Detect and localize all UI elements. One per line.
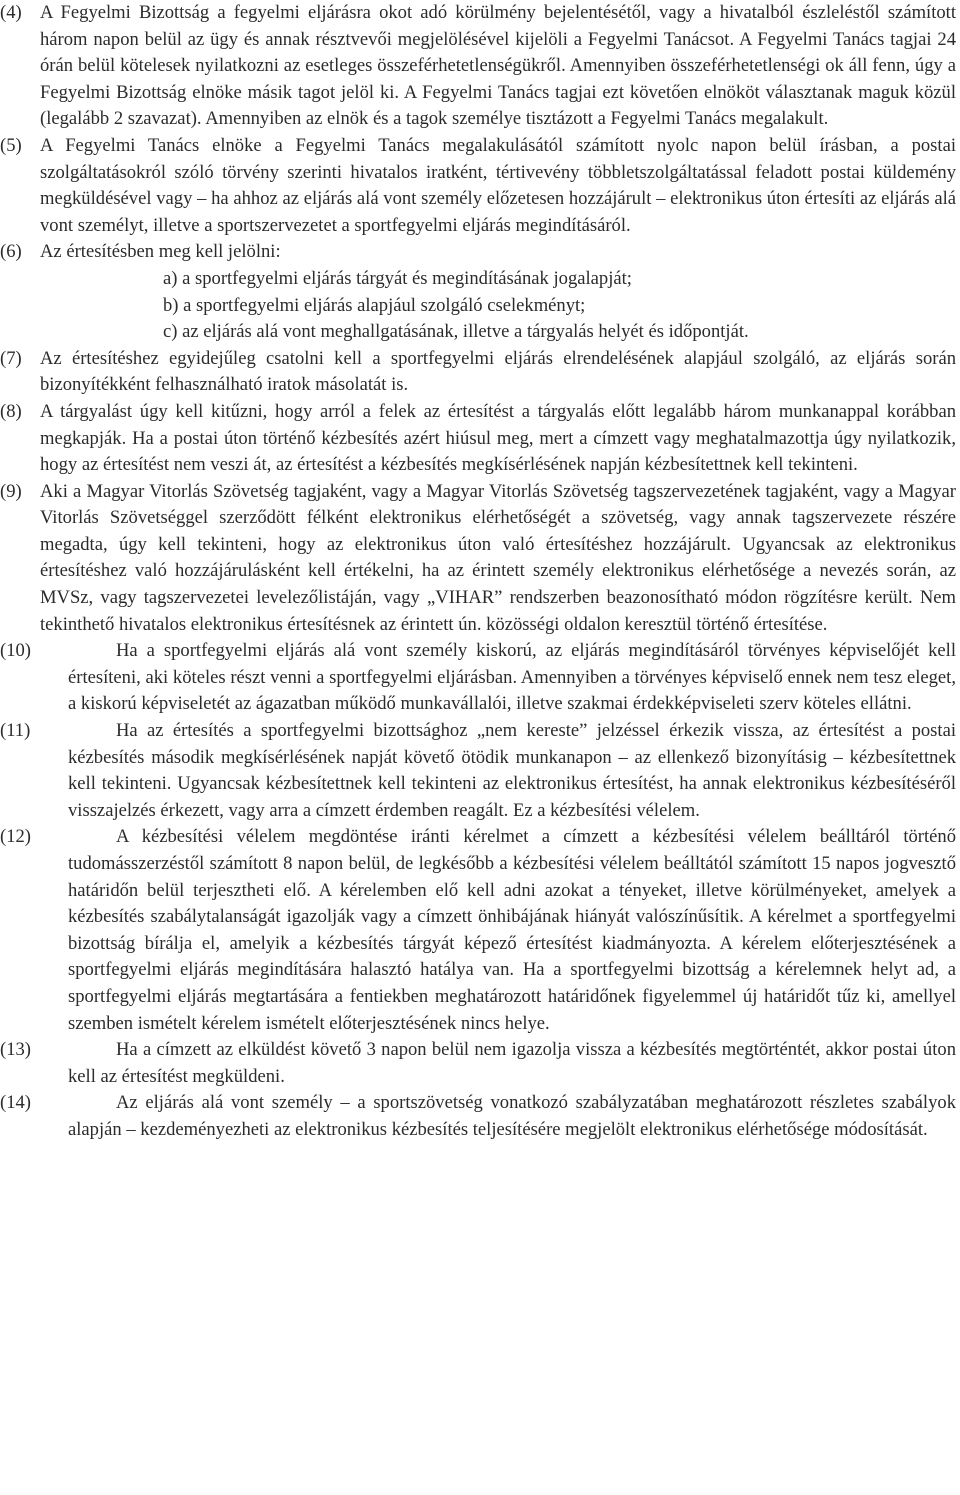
paragraph-text: A Fegyelmi Bizottság a fegyelmi eljárásra okot adó körülmény bejelentésétől, vagy a hivatalból észleléstől számított három napon belül az ügy és annak résztvevői megjelölésével kijelöli a Fegyelmi Tanácsot. A Fegyelmi Tanács tagjai 24 órán belül kötelesek nyilatkozni az esetleges összeférhetetlenségükről. Amennyiben összeférhetetlenségi ok áll fenn, úgy a Fegyelmi Bizottság elnöke másik tagot jelöl ki. A Fegyelmi Tanács tagjai ezt követően elnököt választanak maguk közül (legalább 2 szavazat). Amennyiben az elnök és a tagok személye tisztázott a Fegyelmi Tanács megalakult. <box>40 2 956 130</box>
paragraph-text: Ha a címzett az elküldést követő 3 napon belül nem igazolja vissza a kézbesítés megtörténtét, akkor postai úton kell az értesítést megküldeni. <box>68 1039 956 1087</box>
paragraph-text: Ha az értesítés a sportfegyelmi bizottsághoz „nem kereste” jelzéssel érkezik vissza, az értesítést a postai kézbesítés második megkísérlésének napját követő ötödik munkanapon – az ellenkező bizonyításig – kézbesítettnek kell tekinteni. Ugyancsak kézbesítettnek kell tekinteni az elektronikus értesítést, ha annak elektronikus kézbesítéséről visszajelzés érkezett, vagy arra a címzett érdemben reagált. Ez a kézbesítési vélelem. <box>68 720 956 821</box>
paragraph-7 <box>0 346 960 399</box>
paragraph-12 <box>0 824 960 1037</box>
paragraph-text: Az értesítéshez egyidejűleg csatolni kell a sportfegyelmi eljárás elrendelésének alapjául szolgáló, az eljárás során bizonyítékként felhasználható iratok másolatát is. <box>40 347 956 396</box>
paragraph-number: (14) <box>0 1092 31 1114</box>
paragraph-text: A Fegyelmi Tanács elnöke a Fegyelmi Tanács megalakulásától számított nyolc napon belül írásban, a postai szolgáltatásokról szóló törvény szerinti hivatalos iratként, tértivevény többletszolgáltatással feladott postai küldemény megküldésével vagy – ha ahhoz az eljárás alá vont személy előzetesen hozzájárult – elektronikus úton értesíti az eljárás alá vont személyt, illetve a sportszervezetet a sportfegyelmi eljárás megindításáról. <box>40 134 956 236</box>
paragraph-4 <box>0 0 960 133</box>
paragraph-number: (12) <box>0 826 31 848</box>
paragraph-5 <box>0 133 960 239</box>
paragraph-number: (5) <box>0 134 22 156</box>
list-item: b) a sportfegyelmi eljárás alapjául szolgáló cselekményt; <box>163 294 586 316</box>
paragraph-text: Az értesítésben meg kell jelölni: <box>40 241 281 263</box>
paragraph-8 <box>0 399 960 479</box>
paragraph-number: (6) <box>0 241 22 263</box>
paragraph-text: Ha a sportfegyelmi eljárás alá vont személy kiskorú, az eljárás megindításáról törvényes képviselőjét kell értesíteni, aki köteles részt venni a sportfegyelmi eljárásban. Amennyiben a törvényes képviselő ennek nem tesz eleget, a kiskorú képviseletét az ágazatban működő munkavállalói, illetve szakmai érdekképviseleti szerv köteles ellátni. <box>68 640 956 715</box>
list-item: a) a sportfegyelmi eljárás tárgyát és megindításának jogalapját; <box>163 267 632 289</box>
paragraph-number: (9) <box>0 480 22 502</box>
paragraph-number: (13) <box>0 1039 31 1061</box>
paragraph-text: A tárgyalást úgy kell kitűzni, hogy arról a felek az értesítést a tárgyalás előtt legalább három munkanappal korábban megkapják. Ha a postai úton történő kézbesítés azért hiúsul meg, mert a címzett vagy meghatalmazottja úgy nyilatkozik, hogy az értesítést nem veszi át, az értesítést a kézbesítés megkísérlésének napján kézbesítettnek kell tekinteni. <box>40 400 956 476</box>
list-item: c) az eljárás alá vont meghallgatásának, illetve a tárgyalás helyét és időpontját. <box>163 321 749 343</box>
paragraph-9 <box>0 479 960 639</box>
paragraph-text: Aki a Magyar Vitorlás Szövetség tagjaként, vagy a Magyar Vitorlás Szövetség tagszervezetének tagjaként, vagy a Magyar Vitorlás Szövetséggel szerződött félként elektronikus elérhetőségét a szövetség, vagy annak tagszervezete részére megadta, úgy kell tekinteni, hogy az elektronikus úton való értesítéshez hozzájárult. Ugyancsak az elektronikus értesítéshez való hozzájárulásként kell értékelni, ha az érintett személy elektronikus elérhetősége a nevezés során, az MVSz, vagy tagszervezetei levelezőlistáján, vagy „VIHAR” rendszerben beazonosítható módon rögzítésre került. Nem tekinthető hivatalos elektronikus értesítésnek az érintett ún. közösségi oldalon keresztül történő értesítése. <box>40 480 956 635</box>
notice-requirements-list <box>0 266 960 346</box>
paragraph-6 <box>0 239 960 266</box>
paragraph-10 <box>0 638 960 718</box>
paragraph-14 <box>0 1090 960 1143</box>
paragraph-number: (10) <box>0 640 31 662</box>
paragraph-number: (8) <box>0 400 22 422</box>
paragraph-13 <box>0 1037 960 1090</box>
paragraph-11 <box>0 718 960 824</box>
paragraph-number: (7) <box>0 347 22 369</box>
paragraph-number: (4) <box>0 2 22 23</box>
paragraph-text: Az eljárás alá vont személy – a sportszövetség vonatkozó szabályzatában meghatározott részletes szabályok alapján – kezdeményezheti az elektronikus kézbesítés teljesítésére megjelölt elektronikus elérhetősége módosítását. <box>68 1092 956 1140</box>
paragraph-text: A kézbesítési vélelem megdöntése iránti kérelmet a címzett a kézbesítési vélelem beálltáról történő tudomásszerzéstől számított 8 napon belül, de legkésőbb a kézbesítési vélelem beálltától számított 15 napos jogvesztő határidőn belül terjesztheti elő. A kérelemben elő kell adni azokat a tényeket, illetve körülményeket, amelyek a kézbesítés szabálytalanságát igazolják vagy a címzett önhibájának hiányát valószínűsítik. A kérelmet a sportfegyelmi bizottság bírálja el, amelyik a kézbesítés tárgyát képező értesítést kiadmányozta. A kérelem előterjesztésének a sportfegyelmi eljárás megindítására halasztó hatálya van. Ha a sportfegyelmi bizottság a kérelemnek helyt ad, a sportfegyelmi eljárás megtartására a fentiekben meghatározott határidőnek figyelemmel új határidőt tűz ki, amellyel szemben ismételt kérelem ismételt előterjesztésének nincs helye. <box>68 826 956 1034</box>
paragraph-number: (11) <box>0 720 31 742</box>
